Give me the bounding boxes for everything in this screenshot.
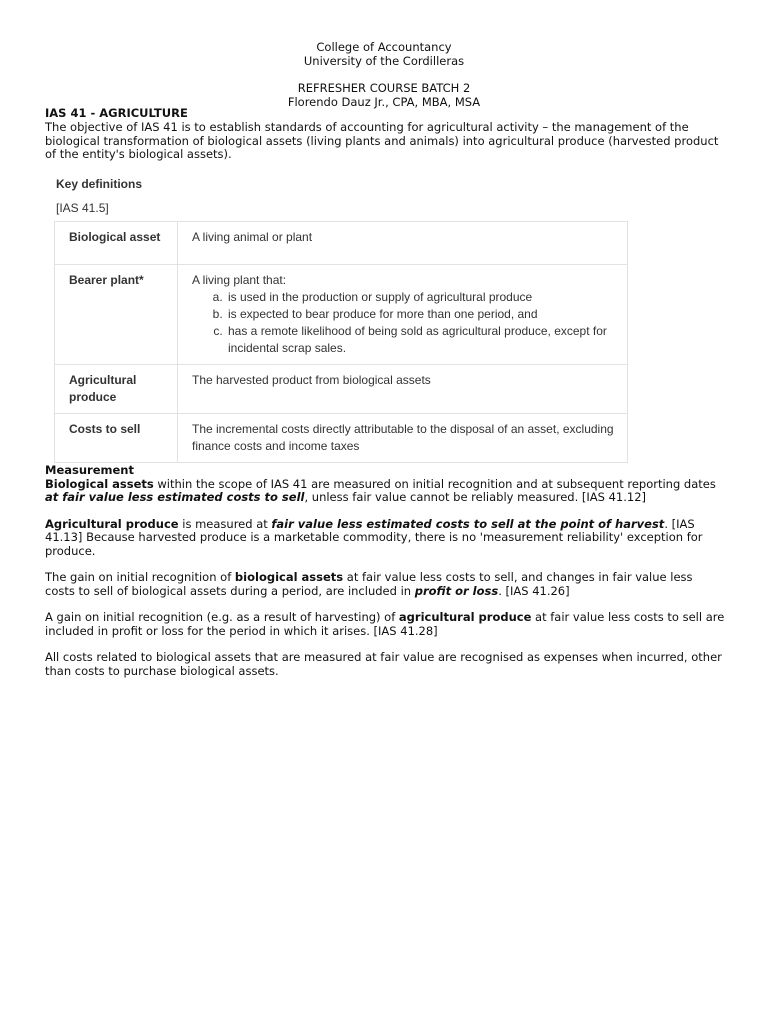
list-item: a. is used in the production or supply of agricultural produce bbox=[226, 289, 615, 306]
bold-text: biological assets bbox=[234, 570, 344, 584]
measurement-heading: Measurement bbox=[45, 463, 134, 477]
definition-cell: The harvested product from biological assets bbox=[178, 365, 628, 414]
course-batch: REFRESHER COURSE BATCH 2 bbox=[297, 81, 471, 95]
measurement-paragraph-2 bbox=[45, 518, 725, 559]
definitions-table bbox=[54, 221, 628, 463]
text: , unless fair value cannot be reliably measured. [IAS 41.12] bbox=[304, 490, 647, 504]
table-row bbox=[55, 265, 628, 365]
measurement-paragraph-1 bbox=[45, 478, 725, 505]
college-name: College of Accountancy bbox=[316, 40, 452, 54]
list-item: c. has a remote likelihood of being sold as agricultural produce, except for incidental scrap sales. bbox=[226, 323, 615, 357]
bold-text: agricultural produce bbox=[398, 610, 532, 624]
list-item: b. is expected to bear produce for more than one period, and bbox=[226, 306, 615, 323]
term-cell: Agricultural produce bbox=[55, 365, 178, 414]
text: at fair value less costs to sell are included in profit or loss for the period in which it arises. [IAS 41.28] bbox=[45, 610, 725, 638]
definition-cell bbox=[178, 265, 628, 365]
section-title: IAS 41 - AGRICULTURE bbox=[45, 106, 188, 120]
text: A gain on initial recognition (e.g. as a result of harvesting) of bbox=[45, 610, 399, 624]
key-definitions-heading: Key definitions bbox=[56, 177, 143, 191]
table-row bbox=[55, 414, 628, 463]
bold-text: Biological assets bbox=[45, 476, 154, 491]
text: The gain on initial recognition of bbox=[45, 570, 235, 584]
text: is measured at bbox=[178, 516, 272, 531]
definition-cell: A living animal or plant bbox=[178, 222, 628, 265]
table-row bbox=[55, 222, 628, 265]
instructor-name: Florendo Dauz Jr., CPA, MBA, MSA bbox=[287, 95, 481, 109]
bold-italic-text: at fair value less estimated costs to sell bbox=[45, 490, 305, 504]
term-cell: Costs to sell bbox=[55, 414, 178, 463]
table-row bbox=[55, 365, 628, 414]
measurement-paragraph-4 bbox=[45, 611, 725, 638]
university-name: University of the Cordilleras bbox=[303, 54, 465, 68]
bold-text: Agricultural produce bbox=[45, 516, 179, 531]
definition-text: A living plant that: bbox=[192, 273, 287, 287]
term-cell: Bearer plant* bbox=[55, 265, 178, 365]
document-header bbox=[0, 40, 768, 109]
bold-italic-text: fair value less estimated costs to sell at the point of harvest bbox=[271, 516, 665, 531]
term-cell: Biological asset bbox=[55, 222, 178, 265]
definition-cell: The incremental costs directly attributable to the disposal of an asset, excluding finance costs and income taxes bbox=[178, 414, 628, 463]
text: within the scope of IAS 41 are measured on initial recognition and at subsequent reporting dates bbox=[153, 476, 716, 491]
measurement-paragraph-5: All costs related to biological assets that are measured at fair value are recognised as expenses when incurred, other than costs to purchase biological assets. bbox=[45, 650, 722, 678]
text: at fair value less costs to sell, and changes in fair value less costs to sell of biological assets during a period, are included in bbox=[45, 570, 693, 598]
measurement-section bbox=[45, 464, 725, 678]
key-definitions-reference: [IAS 41.5] bbox=[56, 201, 109, 215]
text: . [IAS 41.26] bbox=[498, 583, 570, 598]
definition-list bbox=[192, 289, 615, 357]
text: . [IAS 41.13] Because harvested produce is a marketable commodity, there is no 'measurement reliability' exception for produce. bbox=[45, 516, 703, 558]
objective-paragraph: The objective of IAS 41 is to establish standards of accounting for agricultural activity – the management of the biological transformation of biological assets (living plants and animals) into agricultural produce (harvested product of the entity's biological assets). bbox=[45, 120, 719, 161]
bold-italic-text: profit or loss bbox=[414, 583, 499, 598]
measurement-paragraph-3 bbox=[45, 571, 725, 598]
